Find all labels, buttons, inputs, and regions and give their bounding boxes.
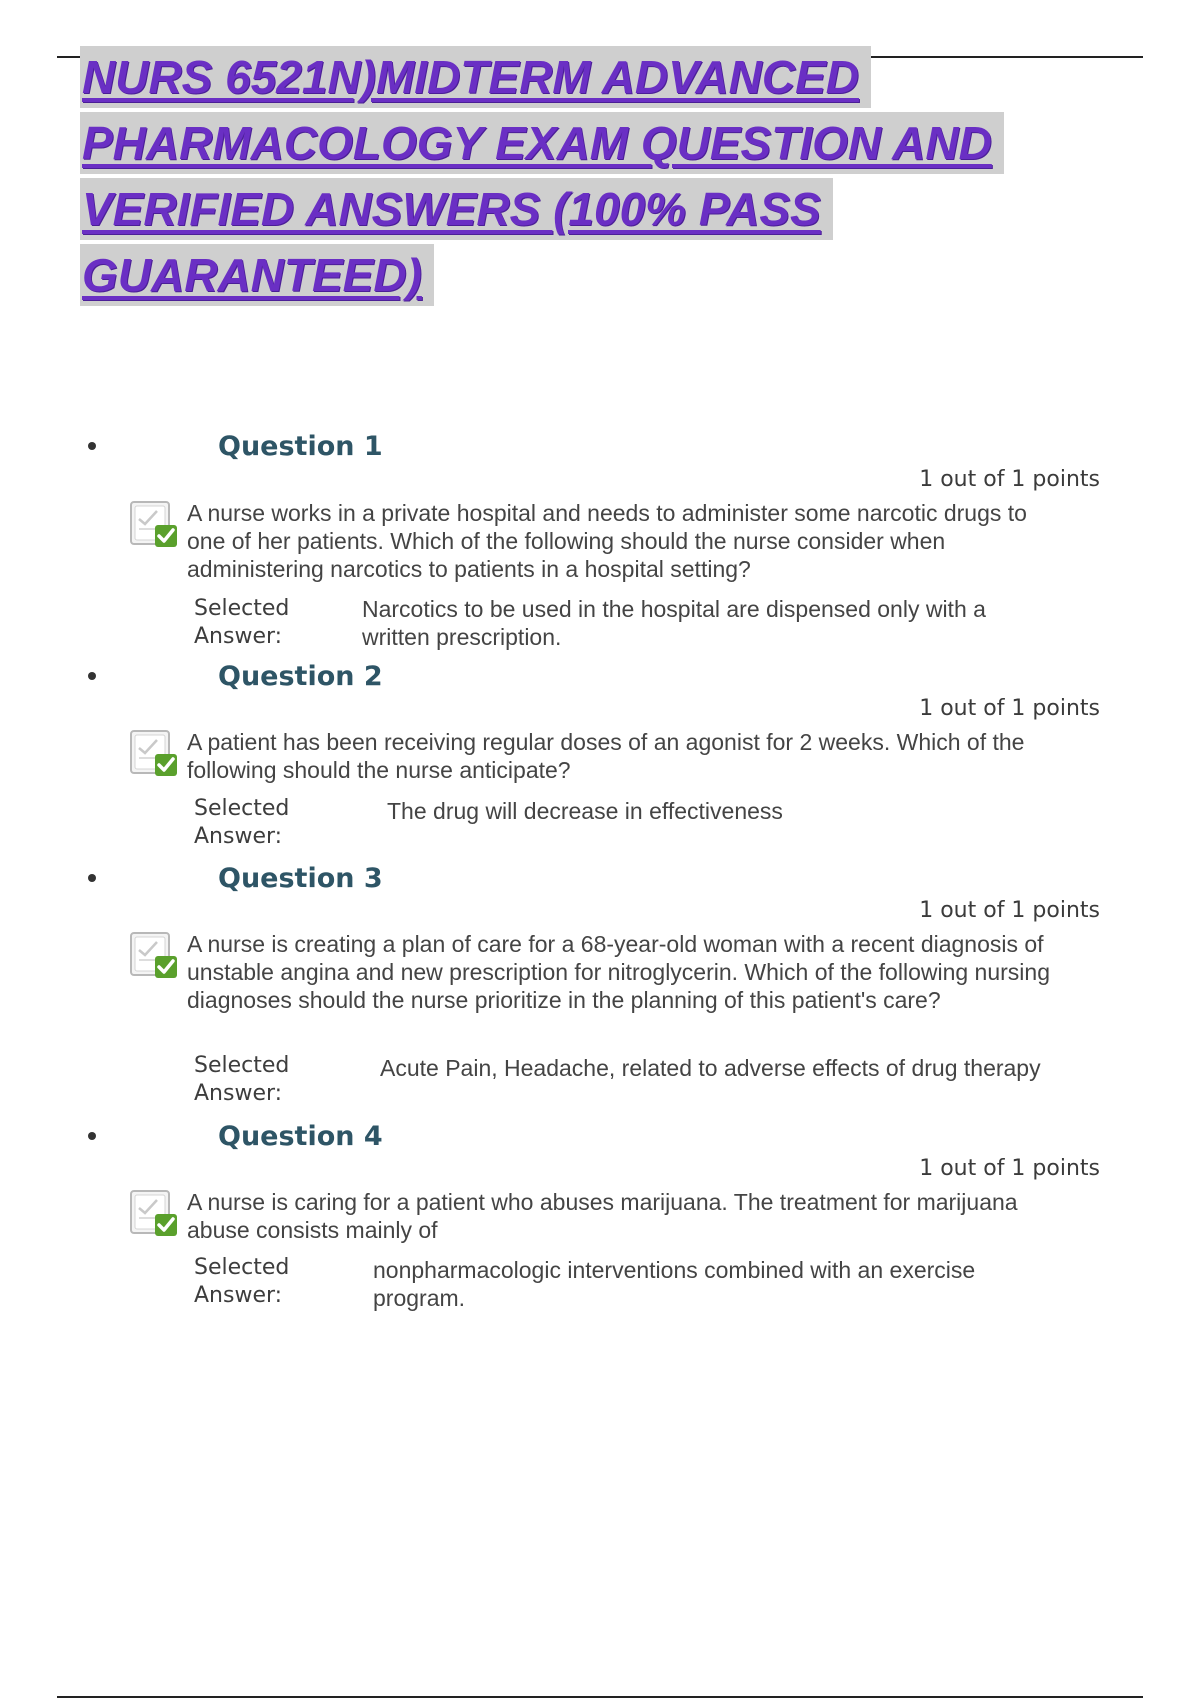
selected-answer-label xyxy=(194,1254,334,1310)
question-text: A patient has been receiving regular doses of an agonist for 2 weeks. Which of the following should the nurse anticipate? xyxy=(187,729,1025,783)
correct-check-icon xyxy=(128,1186,180,1238)
selected-label-line2: Answer: xyxy=(194,1081,283,1106)
points-score: 1 out of 1 points xyxy=(919,898,1100,923)
title-line: PHARMACOLOGY EXAM QUESTION AND xyxy=(80,112,1004,174)
correct-check-icon xyxy=(128,726,180,778)
selected-answer: Narcotics to be used in the hospital are dispensed only with a written prescription. xyxy=(362,596,986,650)
bullet-icon xyxy=(88,1132,96,1140)
correct-check-icon xyxy=(128,497,180,549)
selected-answer: Acute Pain, Headache, related to adverse effects of drug therapy xyxy=(380,1055,1041,1081)
question-heading: Question 3 xyxy=(218,863,383,894)
question-heading: Question 2 xyxy=(218,661,383,692)
title-line: NURS 6521N)MIDTERM ADVANCED xyxy=(80,46,871,108)
selected-label-line2: Answer: xyxy=(194,1283,283,1308)
title-line: GUARANTEED) xyxy=(80,244,434,306)
question-text: A nurse works in a private hospital and needs to administer some narcotic drugs to one of her patients. Which of the following should the nurse consider when administering narcotics to patients in a hospital setting? xyxy=(187,500,1027,582)
bullet-icon xyxy=(88,874,96,882)
selected-answer-label xyxy=(194,1052,334,1108)
selected-answer-label xyxy=(194,795,334,851)
selected-label-line2: Answer: xyxy=(194,824,283,849)
selected-answer-label xyxy=(194,595,334,651)
selected-label-line1: Selected xyxy=(194,796,290,821)
selected-answer: The drug will decrease in effectiveness xyxy=(387,798,783,824)
points-score: 1 out of 1 points xyxy=(919,467,1100,492)
selected-label-line2: Answer: xyxy=(194,624,283,649)
question-header xyxy=(88,660,1128,694)
selected-label-line1: Selected xyxy=(194,1255,290,1280)
bullet-icon xyxy=(88,672,96,680)
points-score: 1 out of 1 points xyxy=(919,696,1100,721)
bullet-icon xyxy=(88,442,96,450)
correct-check-icon xyxy=(128,928,180,980)
question-text: A nurse is creating a plan of care for a 68-year-old woman with a recent diagnosis of unstable angina and new prescription for nitroglycerin. Which of the following nursing diagnoses should the nurse prioritize in the planning of this patient's care? xyxy=(187,931,1050,1013)
question-header xyxy=(88,862,1128,896)
selected-answer: nonpharmacologic interventions combined with an exercise program. xyxy=(373,1257,976,1311)
bottom-rule xyxy=(57,1696,1143,1698)
selected-label-line1: Selected xyxy=(194,1053,290,1078)
question-heading: Question 1 xyxy=(218,431,383,462)
document-title xyxy=(80,46,1120,310)
selected-label-line1: Selected xyxy=(194,596,290,621)
question-text: A nurse is caring for a patient who abuses marijuana. The treatment for marijuana abuse consists mainly of xyxy=(187,1189,1018,1243)
points-score: 1 out of 1 points xyxy=(919,1156,1100,1181)
question-heading: Question 4 xyxy=(218,1121,383,1152)
question-header xyxy=(88,430,1128,464)
title-line: VERIFIED ANSWERS (100% PASS xyxy=(80,178,833,240)
question-header xyxy=(88,1120,1128,1154)
